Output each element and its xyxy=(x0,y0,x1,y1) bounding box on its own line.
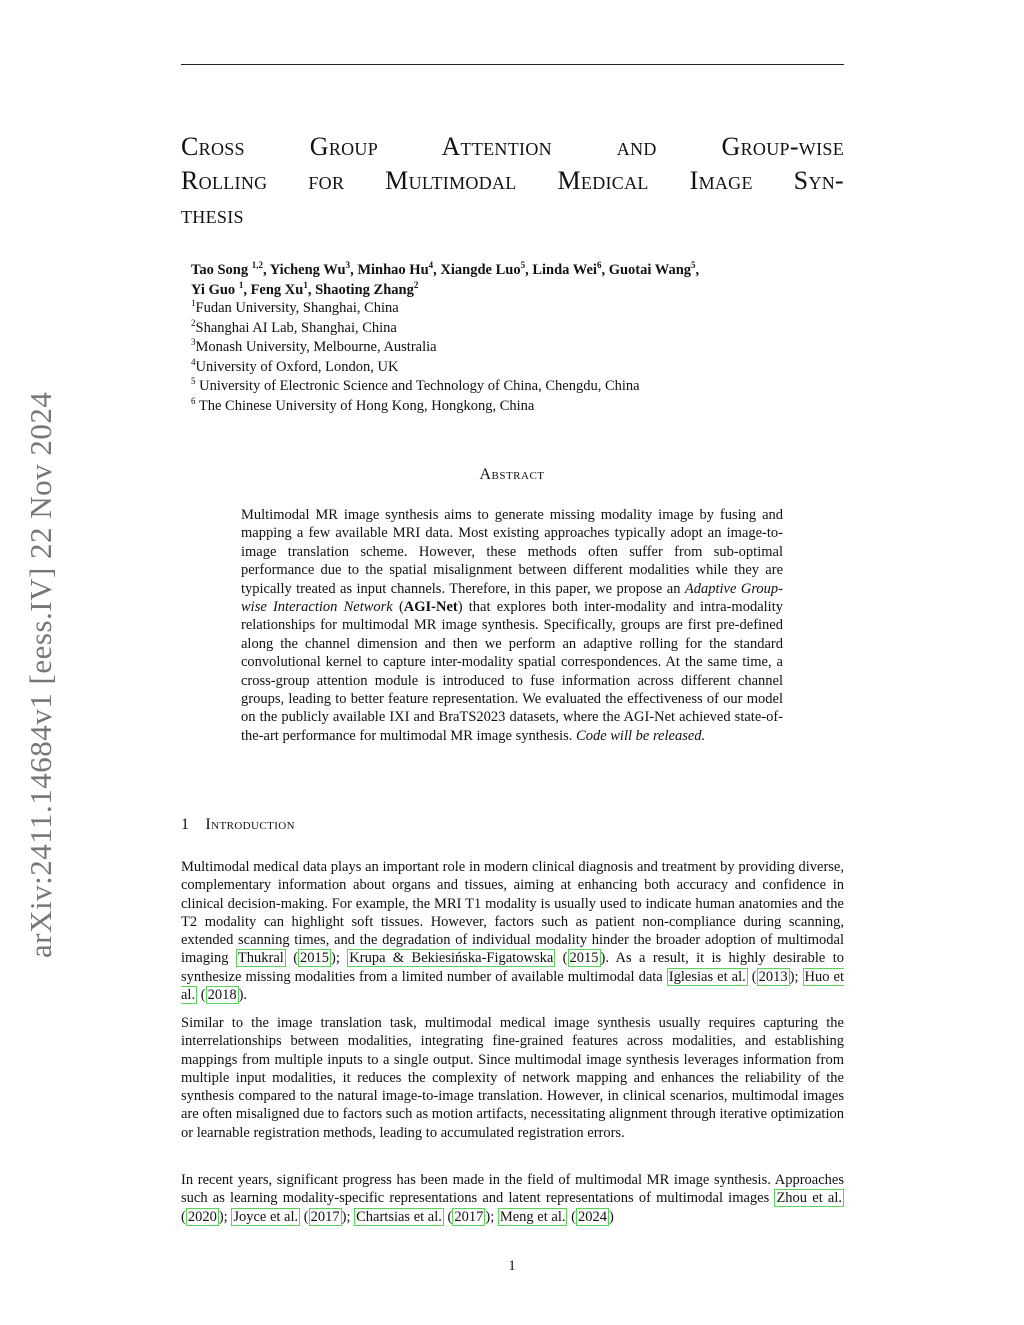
citation-link[interactable]: Joyce et al. xyxy=(233,1208,299,1225)
citation-link[interactable]: Zhou et al. xyxy=(776,1190,842,1207)
author-affil-mark: 5 xyxy=(691,260,696,271)
citation-link[interactable]: Meng et al. xyxy=(499,1208,566,1225)
intro-paragraph-2: Similar to the image translation task, multimodal medical image synthesis usually requires capturing the interrelationships between modalities, integrating fine-grained features across modalities, and establishing mappings from multiple inputs to a single output. Since multimodal image synthesis leverages information from multiple input modalities, it reduces the complexity of network mapping and enhances the reliability of the synthesis compared to the natural image-to-image translation. However, in clinical scenarios, multimodal images are often misaligned due to factors such as motion artifacts, necessitating alignment through iterative optimization or learnable registration methods, leading to accumulated registration errors. xyxy=(181,1015,844,1141)
abstract-text: Multimodal MR image synthesis aims to generate missing modality image by fusing and mapping a few available MRI data. Most existing approaches typically adopt an image-to-image translation scheme. However, these methods often suffer from sub-optimal performance due to the spatial misalignment between different modalities while they are typically treated as input channels. Therefore, in this paper, we propose an xyxy=(241,507,783,597)
author-affil-mark: 1,2 xyxy=(251,260,263,271)
intro-paragraph-1: Multimodal medical data plays an important role in modern clinical diagnosis and treatment by providing diverse, complementary information about organs and tissues, aiming at enhancing both accuracy and confidence in clinical decision-making. For example, the MRI T1 modality is usually used to indicate human anatomies and the T2 modality can highlight soft tissues. However, factors such as patient non-compliance during scanning, extended scanning times, and the degradation of individual modality hinder the broader adoption of multimodal imaging Thukral ( 2015 ); Krupa & Bekiesińska-Figatowska ( 2015 ). As a result, it is highly desirable to synthesize missing modalities from a limited number of available multimodal data Iglesias et al. ( 2013 ); Huo et al. ( 2018 ). xyxy=(181,859,844,1004)
title-line-2: Rolling for Multimodal Medical Image Syn- xyxy=(181,166,844,195)
author-name: Feng Xu xyxy=(250,282,304,298)
author-affil-mark: 4 xyxy=(428,260,434,271)
citation-year-link[interactable]: 2017 xyxy=(454,1208,484,1225)
abstract-body xyxy=(241,506,783,745)
author-name: Xiangde Luo xyxy=(440,262,521,278)
abstract-text: ( xyxy=(392,599,404,616)
page-number: 1 xyxy=(508,1258,516,1274)
network-abbrev: AGI-Net xyxy=(403,599,458,616)
affiliation xyxy=(191,377,831,397)
citation-link[interactable]: Chartsias et al. xyxy=(356,1208,442,1225)
author-name: Shaoting Zhang xyxy=(315,282,414,298)
citation-link[interactable]: Huo et al. xyxy=(181,968,844,1004)
title-line-1: Cross Group Attention and Group-wise xyxy=(181,132,844,161)
author-name: Yi Guo xyxy=(191,282,236,298)
affiliation-text: Shanghai AI Lab, Shanghai, China xyxy=(195,319,397,336)
affiliation xyxy=(191,299,831,319)
citation-year-link[interactable]: 2015 xyxy=(569,950,599,967)
citation-year-link[interactable]: 2013 xyxy=(758,968,788,985)
citation-year-link[interactable]: 2018 xyxy=(207,987,237,1004)
section-heading xyxy=(181,816,295,834)
paragraph-text: In recent years, significant progress has been made in the field of multimodal MR image synthesis. Approaches such as learning modality-specific representations and latent representations of multimodal images xyxy=(181,1172,844,1207)
top-rule xyxy=(181,64,844,65)
section-number: 1 xyxy=(181,816,190,833)
affiliation xyxy=(191,397,831,417)
paper-title xyxy=(181,130,844,232)
affiliation-text: University of Electronic Science and Technology of China, Chengdu, China xyxy=(195,378,640,395)
affiliation-number: 2 xyxy=(191,317,196,328)
affiliation-number: 6 xyxy=(191,396,196,407)
author-affil-mark: 5 xyxy=(520,260,526,271)
abstract-text: ) that explores both inter-modality and intra-modality relationships for multimodal MR image synthesis. Specifically, groups are first pre-defined along the channel dimension and then we perform an adaptive rolling for the standard convolutional kernel to capture inter-modality spatial correspondences. At the same time, a cross-group attention module is introduced to fuse information across different channel groups, leading to better feature representation. We evaluated the effectiveness of our model on the publicly available IXI and BraTS2023 datasets, where the AGI-Net achieved state-of-the-art performance for multimodal MR image synthesis. xyxy=(241,599,783,744)
citation-year-link[interactable]: 2024 xyxy=(577,1208,607,1225)
citation-link[interactable]: Iglesias et al. xyxy=(668,968,746,985)
author-affil-mark: 1 xyxy=(303,280,308,291)
affiliation-number: 4 xyxy=(191,356,196,367)
arxiv-identifier: arXiv:2411.14684v1 [eess.IV] 22 Nov 2024 xyxy=(23,391,58,958)
affiliation xyxy=(191,358,831,378)
citation-year-link[interactable]: 2017 xyxy=(310,1208,340,1225)
section-title: Introduction xyxy=(205,816,295,833)
affiliation-number: 1 xyxy=(191,298,196,309)
author-affil-mark: 2 xyxy=(413,280,419,291)
network-name: Adaptive Group-wise Interaction Network xyxy=(241,580,783,616)
author-affil-mark: 3 xyxy=(345,260,351,271)
author-affil-mark: 6 xyxy=(596,260,602,271)
intro-paragraph-3: In recent years, significant progress has been made in the field of multimodal MR image synthesis. Approaches such as learning modality-specific representations and latent representations of multimodal images Zhou et al. ( 2020 ); Joyce et al. ( 2017 ); Chartsias et al. ( 2017 ); Meng et al. ( 2024 ) xyxy=(181,1172,844,1225)
title-line-3: thesis xyxy=(181,200,244,229)
citation-link[interactable]: Krupa & Bekiesińska-Figatowska xyxy=(349,950,554,967)
author-name: Tao Song xyxy=(191,262,249,278)
paragraph-text: . As a result, it is highly desirable to synthesize missing modalities from a limited number of available multimodal data xyxy=(181,950,844,985)
author-name: Guotai Wang xyxy=(608,262,692,278)
citation-year-link[interactable]: 2020 xyxy=(187,1208,217,1225)
citation-year-link[interactable]: 2015 xyxy=(300,950,330,967)
affiliation-number: 5 xyxy=(191,376,196,387)
code-note: Code will be released. xyxy=(576,727,706,744)
author-name: Yicheng Wu xyxy=(269,262,346,278)
affiliation-text: Monash University, Melbourne, Australia xyxy=(195,339,437,356)
affiliation xyxy=(191,319,831,339)
affiliation-number: 3 xyxy=(191,337,196,348)
author-name: Linda Wei xyxy=(532,262,597,278)
affiliation-text: The Chinese University of Hong Kong, Hongkong, China xyxy=(195,397,535,414)
abstract-heading: Abstract xyxy=(479,466,545,483)
author-name: Minhao Hu xyxy=(357,262,429,278)
affiliation xyxy=(191,338,831,358)
affiliation-list xyxy=(191,299,831,417)
affiliation-text: University of Oxford, London, UK xyxy=(195,358,399,375)
paragraph-text: Multimodal medical data plays an important role in modern clinical diagnosis and treatment by providing diverse, complementary information about organs and tissues, aiming at enhancing both accuracy and confidence in clinical decision-making. For example, the MRI T1 modality is usually used to indicate human anatomies and the T2 modality can highlight soft tissues. However, factors such as patient non-compliance during scanning, extended scanning times, and the degradation of individual modality hinder the broader adoption of multimodal imaging xyxy=(181,859,844,967)
author-list: Tao Song $^{1,2}$, Yicheng Wu$^3$, Minhao Hu$^4$, Xiangde Luo$^5$, Linda Wei$^6$, Guotai Wang$^5$, Yi Guo $^1$, Feng Xu$^1$, Shaoting Zhang$^2$ xyxy=(191,260,700,298)
author-affil-mark: 1 xyxy=(238,280,244,291)
affiliation-text: Fudan University, Shanghai, China xyxy=(195,300,399,316)
citation-link[interactable]: Thukral xyxy=(237,950,284,967)
